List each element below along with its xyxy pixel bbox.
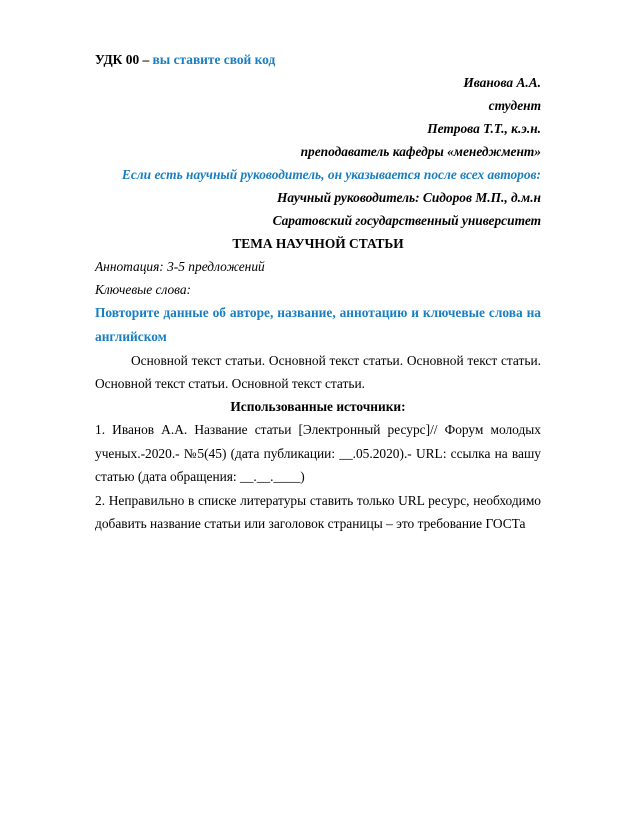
author-position-2: преподаватель кафедры «менеджмент» bbox=[300, 144, 541, 159]
author-status-1: студент bbox=[488, 98, 541, 113]
document-page bbox=[95, 48, 541, 536]
body-text: Основной текст статьи. Основной текст статьи. Основной текст статьи. Основной текст статьи. Основной текст статьи. bbox=[95, 353, 541, 391]
author-name-2: Петрова Т.Т., к.э.н. bbox=[427, 121, 541, 136]
udk-prefix: УДК 00 – bbox=[95, 52, 153, 67]
supervisor: Научный руководитель: Сидоров М.П., д.м.н bbox=[276, 190, 541, 205]
sources-heading: Использованные источники: bbox=[230, 399, 406, 414]
supervisor-note: Если есть научный руководитель, он указывается после всех авторов: bbox=[121, 167, 541, 182]
reference-2: 2. Неправильно в списке литературы ставить только URL ресурс, необходимо добавить название статьи или заголовок страницы – это требование ГОСТа bbox=[95, 492, 541, 531]
article-title: ТЕМА НАУЧНОЙ СТАТЬИ bbox=[232, 236, 404, 251]
reference-1: 1. Иванов А.А. Название статьи [Электронный ресурс]// Форум молодых ученых.-2020.- №5(45) (дата публикации: __.05.2020).- URL: ссылка на вашу статью (дата обращения: __.__.____) bbox=[95, 422, 541, 484]
english-note: Повторите данные об авторе, название, аннотацию и ключевые слова на английском bbox=[95, 305, 541, 344]
udk-code-hint: вы ставите свой код bbox=[152, 52, 276, 67]
annotation: Аннотация: 3-5 предложений bbox=[95, 259, 265, 274]
keywords: Ключевые слова: bbox=[95, 282, 192, 297]
author-name-1: Иванова А.А. bbox=[463, 75, 541, 90]
university: Саратовский государственный университет bbox=[272, 213, 541, 228]
udk-line bbox=[95, 48, 541, 71]
